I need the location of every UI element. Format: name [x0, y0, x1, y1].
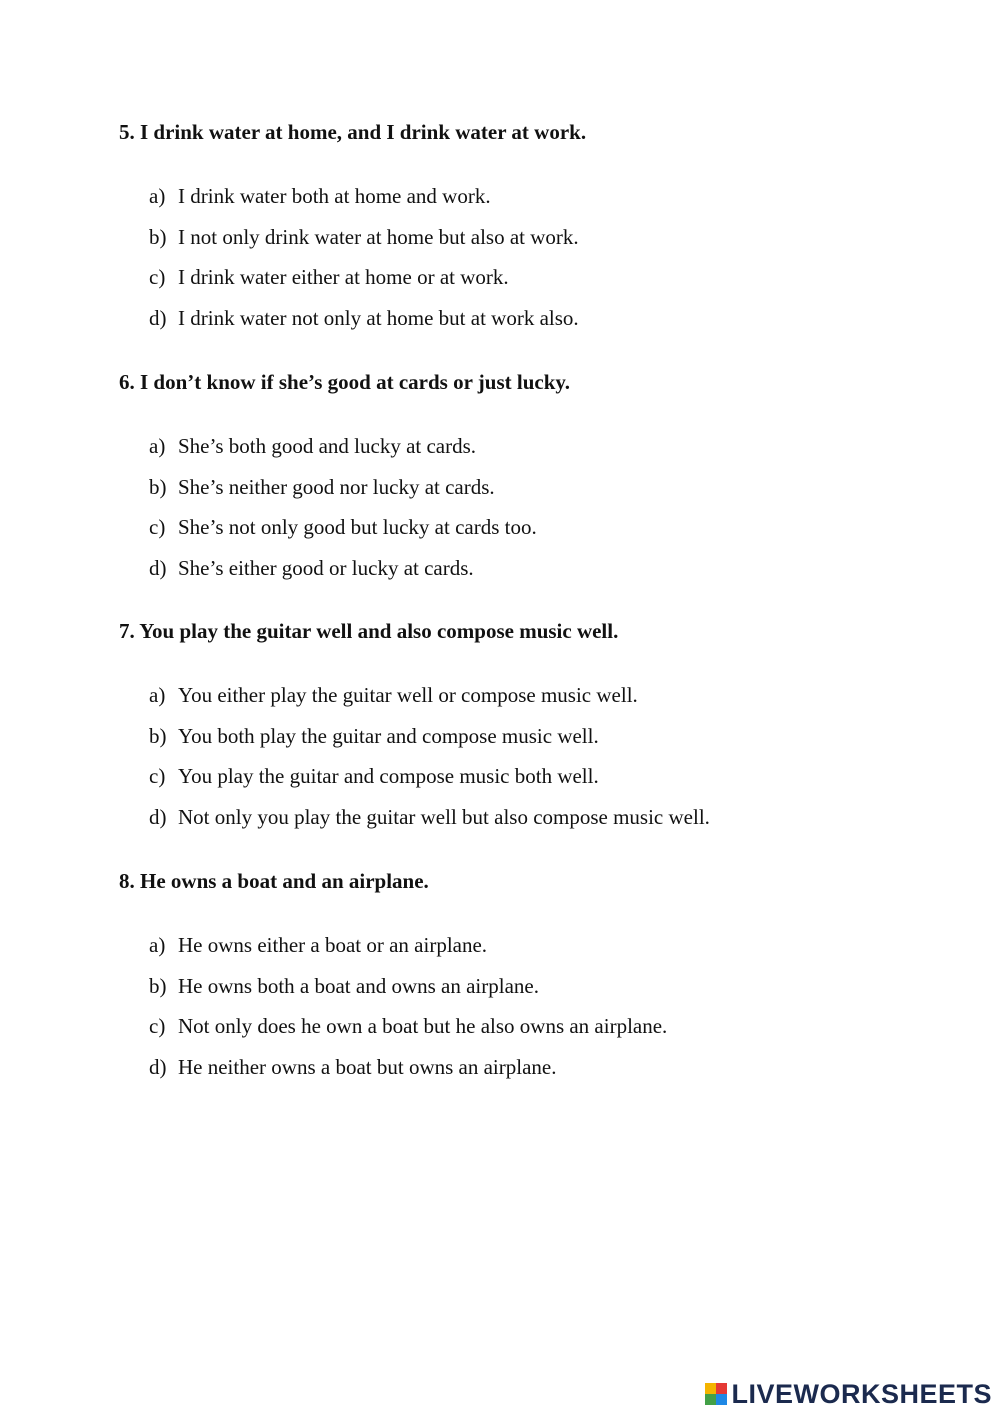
option-letter: d)	[149, 1054, 167, 1079]
option-letter: a)	[149, 184, 166, 208]
option-letter: d)	[149, 305, 167, 330]
option-text: Not only does he own a boat but he also owns an airplane.	[178, 1014, 668, 1038]
option-text: He neither owns a boat but owns an airplane.	[178, 1054, 557, 1079]
option-text: She’s neither good nor lucky at cards.	[178, 474, 495, 499]
option-a[interactable]	[149, 432, 537, 473]
option-text: I drink water both at home and work.	[178, 184, 491, 208]
option-letter: c)	[149, 265, 166, 289]
logo-cell-3	[705, 1394, 716, 1405]
option-letter: b)	[149, 973, 167, 998]
option-list	[149, 931, 667, 1093]
option-letter: a)	[149, 933, 166, 957]
option-text: I not only drink water at home but also at work.	[178, 224, 579, 249]
option-a[interactable]	[149, 182, 579, 223]
option-letter: b)	[149, 723, 167, 748]
liveworksheets-logo-icon	[705, 1383, 727, 1405]
logo-cell-2	[716, 1383, 727, 1394]
option-text: She’s both good and lucky at cards.	[178, 434, 477, 458]
question-5	[119, 118, 899, 330]
option-d[interactable]	[149, 304, 579, 345]
option-list	[149, 182, 579, 344]
option-a[interactable]	[149, 931, 667, 972]
option-letter: b)	[149, 224, 167, 249]
option-letter: c)	[149, 515, 166, 539]
option-letter: d)	[149, 804, 167, 829]
option-text: You either play the guitar well or compose music well.	[178, 683, 638, 707]
option-c[interactable]	[149, 513, 537, 554]
logo-cell-1	[705, 1383, 716, 1394]
option-text: She’s either good or lucky at cards.	[178, 555, 474, 580]
option-b[interactable]	[149, 722, 710, 763]
option-d[interactable]	[149, 803, 710, 844]
option-b[interactable]	[149, 473, 537, 514]
option-list	[149, 432, 537, 594]
question-title: 5. I drink water at home, and I drink water at work.	[119, 120, 587, 144]
option-letter: a)	[149, 434, 166, 458]
question-7	[119, 617, 899, 829]
option-d[interactable]	[149, 1053, 667, 1094]
option-letter: a)	[149, 683, 166, 707]
option-d[interactable]	[149, 554, 537, 595]
option-text: He owns both a boat and owns an airplane.	[178, 973, 539, 998]
question-title: 7. You play the guitar well and also compose music well.	[119, 619, 619, 643]
option-text: She’s not only good but lucky at cards too.	[178, 515, 537, 539]
option-text: He owns either a boat or an airplane.	[178, 933, 488, 957]
logo-cell-4	[716, 1394, 727, 1405]
option-text: You play the guitar and compose music both well.	[178, 764, 599, 788]
option-b[interactable]	[149, 223, 579, 264]
option-a[interactable]	[149, 681, 710, 722]
option-text: You both play the guitar and compose music well.	[178, 723, 599, 748]
option-text: Not only you play the guitar well but also compose music well.	[178, 804, 710, 829]
question-title: 8. He owns a boat and an airplane.	[119, 869, 429, 893]
option-c[interactable]	[149, 762, 710, 803]
option-text: I drink water not only at home but at work also.	[178, 305, 579, 330]
option-c[interactable]	[149, 263, 579, 304]
option-letter: b)	[149, 474, 167, 499]
question-8	[119, 867, 899, 1079]
option-letter: c)	[149, 764, 166, 788]
question-6	[119, 368, 899, 580]
question-title: 6. I don’t know if she’s good at cards or just lucky.	[119, 370, 570, 394]
option-letter: d)	[149, 555, 167, 580]
liveworksheets-brand[interactable]	[705, 1377, 992, 1411]
option-letter: c)	[149, 1014, 166, 1038]
option-list	[149, 681, 710, 843]
option-text: I drink water either at home or at work.	[178, 265, 509, 289]
brand-name: LIVEWORKSHEETS	[731, 1379, 992, 1409]
option-c[interactable]	[149, 1012, 667, 1053]
option-b[interactable]	[149, 972, 667, 1013]
